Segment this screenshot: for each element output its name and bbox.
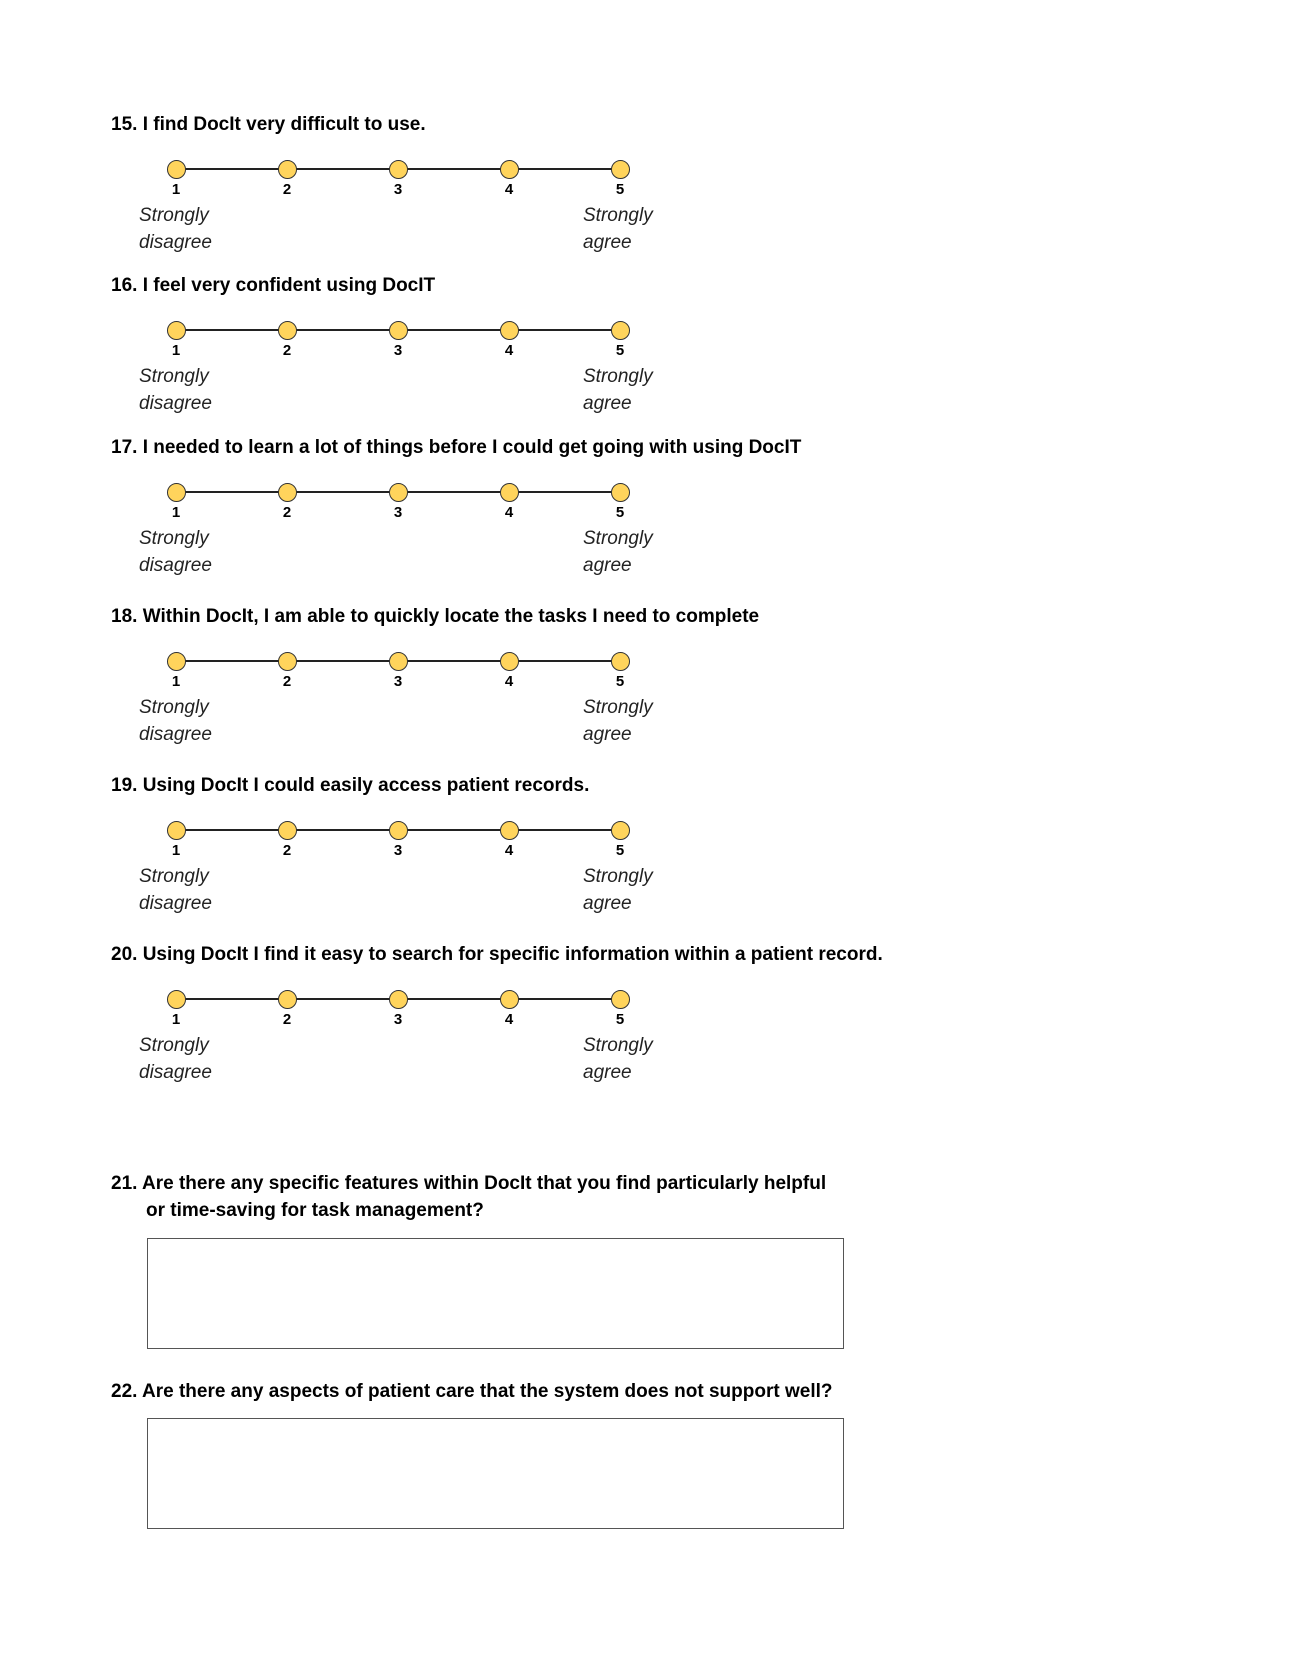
- scale-connector-line: [287, 168, 398, 170]
- scale-number-4: 4: [504, 181, 514, 198]
- scale-number-3: 3: [393, 673, 403, 690]
- scale-connector-line: [398, 329, 509, 331]
- scale-number-3: 3: [393, 181, 403, 198]
- scale-option-2-radio[interactable]: [278, 821, 297, 840]
- scale-number-1: 1: [171, 342, 181, 359]
- scale-option-1-radio[interactable]: [167, 160, 186, 179]
- scale-option-4-radio[interactable]: [500, 990, 519, 1009]
- scale-number-2: 2: [282, 842, 292, 859]
- scale-connector-line: [509, 660, 620, 662]
- high-anchor-label: Strongly: [583, 697, 653, 718]
- high-anchor-label: Strongly: [583, 866, 653, 887]
- scale-connector-line: [287, 329, 398, 331]
- scale-number-4: 4: [504, 673, 514, 690]
- scale-option-5-radio[interactable]: [611, 483, 630, 502]
- scale-number-2: 2: [282, 342, 292, 359]
- scale-number-5: 5: [615, 1011, 625, 1028]
- scale-number-2: 2: [282, 504, 292, 521]
- high-anchor-label: Strongly: [583, 205, 653, 226]
- scale-connector-line: [509, 168, 620, 170]
- scale-connector-line: [176, 329, 287, 331]
- low-anchor-label: Strongly: [139, 528, 209, 549]
- scale-option-4-radio[interactable]: [500, 821, 519, 840]
- scale-option-5-radio[interactable]: [611, 652, 630, 671]
- scale-option-4-radio[interactable]: [500, 483, 519, 502]
- question-21-title: 21. Are there any specific features within DocIt that you find particularly helpful: [111, 1173, 827, 1194]
- question-16-title: 16. I feel very confident using DocIT: [111, 275, 436, 296]
- scale-option-3-radio[interactable]: [389, 321, 408, 340]
- question-19-title: 19. Using DocIt I could easily access patient records.: [111, 775, 590, 796]
- scale-connector-line: [509, 829, 620, 831]
- scale-number-3: 3: [393, 842, 403, 859]
- scale-option-5-radio[interactable]: [611, 321, 630, 340]
- scale-connector-line: [287, 491, 398, 493]
- low-anchor-label: disagree: [139, 893, 212, 914]
- scale-connector-line: [176, 491, 287, 493]
- high-anchor-label: Strongly: [583, 528, 653, 549]
- scale-number-5: 5: [615, 504, 625, 521]
- scale-option-1-radio[interactable]: [167, 990, 186, 1009]
- scale-option-4-radio[interactable]: [500, 321, 519, 340]
- scale-number-3: 3: [393, 342, 403, 359]
- scale-connector-line: [398, 829, 509, 831]
- low-anchor-label: Strongly: [139, 1035, 209, 1056]
- high-anchor-label: agree: [583, 1062, 632, 1083]
- high-anchor-label: agree: [583, 393, 632, 414]
- scale-connector-line: [398, 998, 509, 1000]
- scale-number-1: 1: [171, 673, 181, 690]
- question-21-title: or time-saving for task management?: [146, 1200, 484, 1221]
- scale-number-5: 5: [615, 673, 625, 690]
- scale-option-4-radio[interactable]: [500, 160, 519, 179]
- scale-option-3-radio[interactable]: [389, 821, 408, 840]
- scale-connector-line: [509, 329, 620, 331]
- scale-number-2: 2: [282, 1011, 292, 1028]
- scale-connector-line: [398, 491, 509, 493]
- low-anchor-label: disagree: [139, 724, 212, 745]
- scale-connector-line: [398, 660, 509, 662]
- scale-number-3: 3: [393, 504, 403, 521]
- scale-option-2-radio[interactable]: [278, 321, 297, 340]
- scale-number-5: 5: [615, 342, 625, 359]
- low-anchor-label: disagree: [139, 1062, 212, 1083]
- low-anchor-label: Strongly: [139, 205, 209, 226]
- scale-option-1-radio[interactable]: [167, 652, 186, 671]
- scale-option-2-radio[interactable]: [278, 483, 297, 502]
- scale-option-3-radio[interactable]: [389, 160, 408, 179]
- question-18-title: 18. Within DocIt, I am able to quickly locate the tasks I need to complete: [111, 606, 760, 627]
- scale-connector-line: [509, 998, 620, 1000]
- low-anchor-label: disagree: [139, 393, 212, 414]
- low-anchor-label: Strongly: [139, 866, 209, 887]
- scale-number-4: 4: [504, 504, 514, 521]
- scale-connector-line: [287, 829, 398, 831]
- scale-option-3-radio[interactable]: [389, 652, 408, 671]
- question-15-title: 15. I find DocIt very difficult to use.: [111, 114, 426, 135]
- question-17-title: 17. I needed to learn a lot of things before I could get going with using DocIT: [111, 437, 802, 458]
- scale-number-2: 2: [282, 181, 292, 198]
- scale-option-3-radio[interactable]: [389, 483, 408, 502]
- scale-number-3: 3: [393, 1011, 403, 1028]
- scale-option-1-radio[interactable]: [167, 821, 186, 840]
- high-anchor-label: agree: [583, 555, 632, 576]
- scale-number-4: 4: [504, 1011, 514, 1028]
- low-anchor-label: Strongly: [139, 697, 209, 718]
- scale-option-3-radio[interactable]: [389, 990, 408, 1009]
- question-20-title: 20. Using DocIt I find it easy to search for specific information within a patient record.: [111, 944, 883, 965]
- high-anchor-label: agree: [583, 232, 632, 253]
- scale-number-1: 1: [171, 1011, 181, 1028]
- scale-option-5-radio[interactable]: [611, 990, 630, 1009]
- scale-connector-line: [176, 168, 287, 170]
- scale-option-1-radio[interactable]: [167, 483, 186, 502]
- question-22-answer-box[interactable]: [147, 1418, 844, 1529]
- scale-option-5-radio[interactable]: [611, 160, 630, 179]
- scale-connector-line: [176, 998, 287, 1000]
- scale-connector-line: [176, 829, 287, 831]
- high-anchor-label: agree: [583, 724, 632, 745]
- scale-number-1: 1: [171, 842, 181, 859]
- scale-option-5-radio[interactable]: [611, 821, 630, 840]
- scale-connector-line: [509, 491, 620, 493]
- high-anchor-label: Strongly: [583, 1035, 653, 1056]
- scale-number-2: 2: [282, 673, 292, 690]
- scale-connector-line: [176, 660, 287, 662]
- scale-connector-line: [287, 660, 398, 662]
- scale-connector-line: [398, 168, 509, 170]
- scale-number-5: 5: [615, 842, 625, 859]
- high-anchor-label: Strongly: [583, 366, 653, 387]
- low-anchor-label: Strongly: [139, 366, 209, 387]
- scale-option-2-radio[interactable]: [278, 652, 297, 671]
- scale-option-1-radio[interactable]: [167, 321, 186, 340]
- low-anchor-label: disagree: [139, 232, 212, 253]
- question-21-answer-box[interactable]: [147, 1238, 844, 1349]
- question-22-title: 22. Are there any aspects of patient care that the system does not support well?: [111, 1381, 833, 1402]
- scale-option-2-radio[interactable]: [278, 160, 297, 179]
- scale-option-4-radio[interactable]: [500, 652, 519, 671]
- scale-number-4: 4: [504, 842, 514, 859]
- high-anchor-label: agree: [583, 893, 632, 914]
- scale-number-1: 1: [171, 504, 181, 521]
- low-anchor-label: disagree: [139, 555, 212, 576]
- scale-connector-line: [287, 998, 398, 1000]
- scale-number-1: 1: [171, 181, 181, 198]
- scale-option-2-radio[interactable]: [278, 990, 297, 1009]
- scale-number-4: 4: [504, 342, 514, 359]
- scale-number-5: 5: [615, 181, 625, 198]
